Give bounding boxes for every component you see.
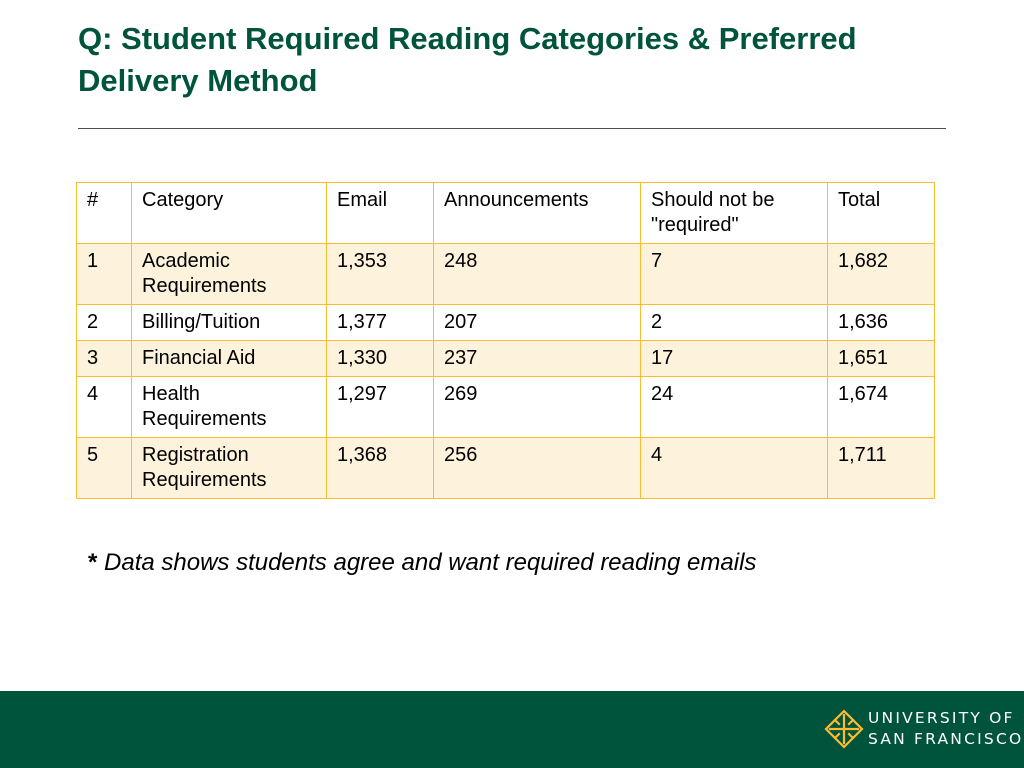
cell-category: Billing/Tuition [132,305,327,341]
header-cell-category: Category [132,183,327,244]
header-cell-not-required: Should not be "required" [641,183,828,244]
cell-number: 2 [77,305,132,341]
cell-not-required: 7 [641,244,828,305]
table-row [77,244,935,305]
cell-email: 1,377 [327,305,434,341]
university-wordmark [868,708,1023,750]
header-cell-total: Total [828,183,935,244]
cell-email: 1,353 [327,244,434,305]
cell-category: Registration Requirements [132,438,327,499]
cell-announcements: 256 [434,438,641,499]
usf-cross-logo-icon [824,709,864,749]
footnote-text: Data shows students agree and want required reading emails [97,549,757,576]
cell-number: 4 [77,377,132,438]
cell-announcements: 237 [434,341,641,377]
title-divider [78,128,946,129]
cell-email: 1,297 [327,377,434,438]
cell-email: 1,368 [327,438,434,499]
cell-announcements: 207 [434,305,641,341]
cell-number: 3 [77,341,132,377]
footnote [88,548,756,578]
cell-total: 1,651 [828,341,935,377]
slide-title: Q: Student Required Reading Categories & Preferred Delivery Method [78,21,857,98]
cell-not-required: 4 [641,438,828,499]
cell-number: 5 [77,438,132,499]
table-row [77,305,935,341]
cell-total: 1,682 [828,244,935,305]
header-cell-number: # [77,183,132,244]
cell-total: 1,674 [828,377,935,438]
cell-announcements: 248 [434,244,641,305]
wordmark-line-2: SAN FRANCISCO [868,730,1024,748]
cell-email: 1,330 [327,341,434,377]
cell-not-required: 17 [641,341,828,377]
cell-not-required: 24 [641,377,828,438]
header-cell-announcements: Announcements [434,183,641,244]
table-header-row [77,183,935,244]
table-row [77,438,935,499]
cell-category: Academic Requirements [132,244,327,305]
cell-not-required: 2 [641,305,828,341]
cell-category: Health Requirements [132,377,327,438]
cell-number: 1 [77,244,132,305]
header-cell-email: Email [327,183,434,244]
cell-announcements: 269 [434,377,641,438]
cell-total: 1,636 [828,305,935,341]
cell-category: Financial Aid [132,341,327,377]
footnote-asterisk: * [88,549,98,576]
reading-categories-table [76,182,935,499]
table-row [77,341,935,377]
cell-total: 1,711 [828,438,935,499]
table-row [77,377,935,438]
wordmark-line-1: UNIVERSITY OF [868,709,1015,727]
